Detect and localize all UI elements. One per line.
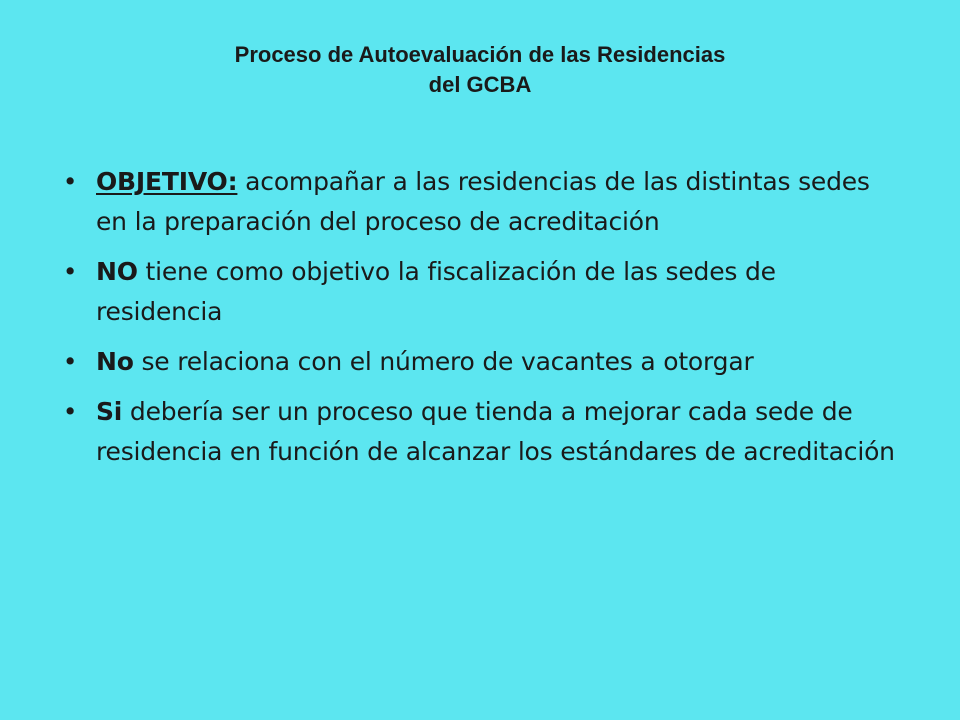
bullet-keyword: No: [96, 347, 134, 376]
bullet-keyword: NO: [96, 257, 138, 286]
bullet-dot-icon: •: [62, 347, 78, 376]
title-line-2: del GCBA: [428, 72, 532, 97]
slide-title: [0, 40, 960, 100]
bullet-dot-icon: •: [62, 257, 78, 286]
bullet-item-si-mejorar: [60, 392, 900, 472]
bullet-dot-icon: •: [62, 167, 78, 196]
bullet-text: se relaciona con el número de vacantes a otorgar: [133, 347, 754, 376]
bullet-item-no-vacantes: [60, 342, 900, 382]
bullet-text: debería ser un proceso que tienda a mejorar cada sede de residencia en función de alcanzar los estándares de acreditación: [96, 397, 895, 466]
bullet-item-no-fiscalizacion: [60, 252, 900, 332]
title-line-1: Proceso de Autoevaluación de las Residencias: [234, 42, 726, 67]
bullet-dot-icon: •: [62, 397, 78, 426]
bullet-list: [60, 162, 900, 482]
bullet-item-objetivo: [60, 162, 900, 242]
bullet-keyword: Si: [96, 397, 123, 426]
bullet-text: tiene como objetivo la fiscalización de las sedes de residencia: [96, 257, 776, 326]
bullet-keyword: OBJETIVO:: [96, 167, 238, 196]
bullet-text: acompañar a las residencias de las distintas sedes en la preparación del proceso de acreditación: [96, 167, 870, 236]
